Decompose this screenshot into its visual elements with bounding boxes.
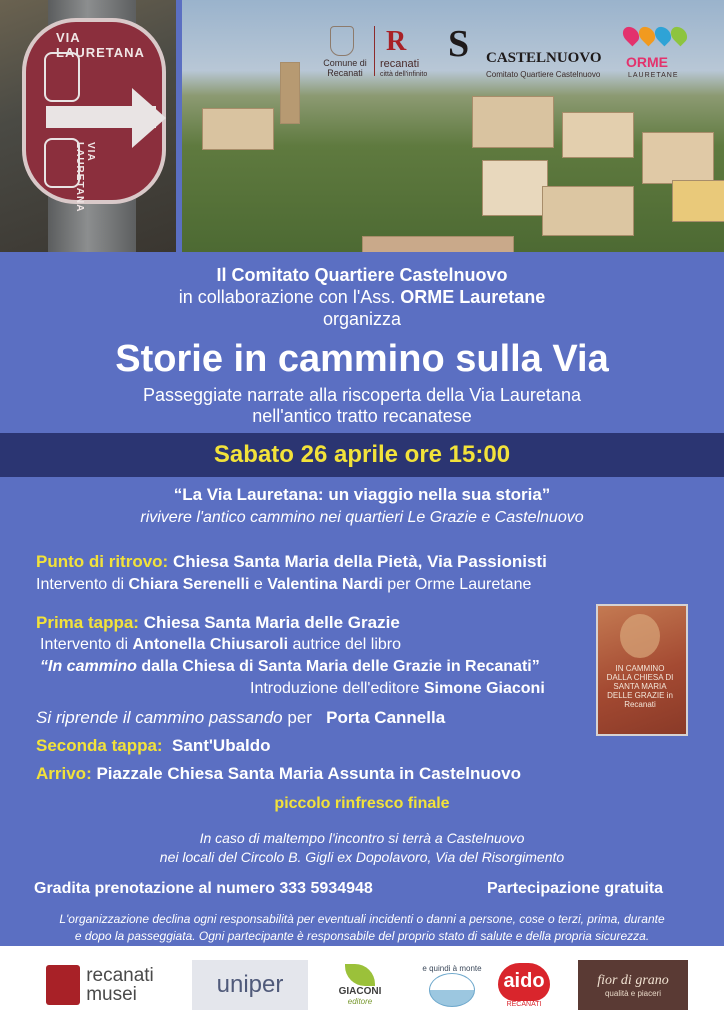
disclaimer-line: L'organizzazione declina ogni responsabilità per eventuali incidenti o danni a persone, cose o terzi, prima, durante [59,912,665,926]
divider [374,26,375,76]
recanati-musei-line: recanati [86,965,154,986]
tower [280,62,300,124]
organizer-line: Il Comitato Quartiere Castelnuovo [216,265,508,285]
meeting-point [36,552,547,572]
free-participation: Partecipazione gratuita [487,880,664,897]
first-stop [36,613,400,633]
coat-of-arms-icon [330,26,354,56]
meeting-talk-text: e [249,576,268,593]
recanati-musei-logo [40,960,160,1010]
editor-name: Simone Giaconi [423,680,545,697]
weather-line: nei locali del Circolo B. Gigli ex Dopolavoro, Via del Risorgimento [159,849,565,865]
organizza-line: organizza [322,309,402,329]
building [562,112,634,158]
second-stop-value: Sant'Ubaldo [172,736,271,755]
giaconi-tagline: editore [347,997,373,1006]
event-title: “La Via Lauretana: un viaggio nella sua storia” [173,485,551,504]
second-stop [36,736,271,756]
building [472,96,554,148]
rooftops [362,236,514,252]
collaboration-line [0,286,724,308]
refreshment-note: piccolo rinfresco finale [274,795,450,812]
meeting-point-label: Punto di ritrovo: [36,552,169,571]
via-lauretana-sign-photo [0,0,176,252]
event-description: rivivere l'antico cammino nei quartieri Le Grazie e Castelnuovo [140,509,584,526]
book-title-rest: dalla Chiesa di Santa Maria delle Grazie [136,658,442,675]
aido-logo [496,960,552,1010]
fior-di-grano-tagline: qualità e piaceri [604,988,662,998]
subtitle-line: nell'antico tratto recanatese [252,406,472,426]
fior-di-grano-logo [578,960,688,1010]
recanati-musei-text [86,966,154,1004]
sign-text-side: VIA LAURETANA [74,142,96,213]
fior-di-grano-text: fior di grano [597,972,669,988]
book-title [40,658,540,676]
meeting-talk-text: per Orme Lauretane [382,576,532,593]
castelnuovo-monogram: S [448,23,470,65]
first-stop-label: Prima tappa: [36,613,139,632]
castelnuovo-logo-text: CASTELNUOVO [486,50,602,66]
building [542,186,634,236]
editor-intro-text: Introduzione dell'editore [250,680,424,697]
author-name: Antonella Chiusaroli [132,636,289,653]
recanati-logo-text: recanati [380,58,420,70]
book-title-end: in Recanati” [441,658,540,675]
first-talk [40,636,401,654]
resume-walk-text: Si riprende il cammino passando [36,708,288,727]
aido-text: aido [498,963,550,1001]
event-date: Sabato 26 aprile ore 15:00 [213,441,511,468]
sign-text-top: VIA LAURETANA [56,30,145,60]
first-talk-text: autrice del libro [288,636,402,653]
saint-figure [620,614,660,658]
book-cover-title: IN CAMMINO DALLA CHIESA DI SANTA MARIA DELLE GRAZIE in Recanati [606,664,674,709]
disclaimer-line: e dopo la passeggiata. Ogni partecipante è responsabile del proprio stato di salute e della propria sicurezza. [74,929,650,943]
editor-intro [250,680,545,698]
orme-pins-icon [624,26,686,46]
first-stop-value: Chiesa Santa Maria delle Grazie [143,613,400,632]
collaboration-text: in collaborazione con l'Ass. [178,287,401,307]
weather-note [0,829,724,867]
speaker-name: Valentina Nardi [267,576,383,593]
mountain-icon [429,973,475,1007]
arrival-value: Piazzale Chiesa Santa Maria Assunta in Castelnuovo [96,764,521,783]
giaconi-logo [330,960,390,1010]
building [202,108,274,150]
speaker-name: Chiara Serenelli [128,576,250,593]
meeting-talk-text: Intervento di [36,576,129,593]
organizer-block [0,264,724,330]
uniper-logo: uniper [192,960,308,1010]
disclaimer [0,911,724,945]
first-talk-text: Intervento di [40,636,133,653]
resume-walk-per: per [287,708,312,727]
via-lauretana-sign [22,18,166,213]
recanati-musei-icon [46,965,80,1005]
weather-line: In caso di maltempo l'incontro si terrà a Castelnuovo [199,830,525,846]
building [482,160,548,216]
resume-walk [36,708,445,728]
subtitle-line: Passeggiate narrate alla riscoperta della Via Lauretana [143,385,581,405]
arrival-label: Arrivo: [36,764,92,783]
meeting-point-value: Chiesa Santa Maria della Pietà, Via Passionisti [172,552,547,571]
second-stop-label: Seconda tappa: [36,736,163,755]
resume-walk-place: Porta Cannella [326,708,446,727]
building [672,180,724,222]
arrival [36,764,521,784]
comune-logo-text: Comune di Recanati [323,58,367,78]
recanati-tagline: città dell'infinito [380,71,428,78]
building [642,132,714,184]
event-headline: Storie in cammino sulla Via [115,338,609,380]
orme-tagline: LAURETANE [628,72,679,79]
sponsor-bar [0,946,724,1024]
shield-icon [44,52,80,102]
giaconi-text: GIACONI [338,986,382,997]
orme-logo-text: ORME [626,54,668,70]
arrow-head [132,88,166,148]
book-title-italic: “In cammino [40,658,137,675]
collaboration-partner: ORME Lauretane [400,287,546,307]
recanati-musei-line: musei [86,984,137,1005]
partner-logos [320,22,700,82]
castelnuovo-tagline: Comitato Quartiere Castelnuovo [486,70,601,79]
aido-tagline: RECANATI [506,1000,542,1008]
meeting-talk [36,576,531,594]
recanati-r-logo: R [386,26,407,57]
leaf-icon [345,964,375,986]
event-subtitle [0,385,724,427]
booking-info: Gradita prenotazione al numero 333 5934948 [34,880,373,897]
quindi-text: e quindi à monte [422,963,482,973]
quindi-a-monte-logo [414,960,490,1010]
